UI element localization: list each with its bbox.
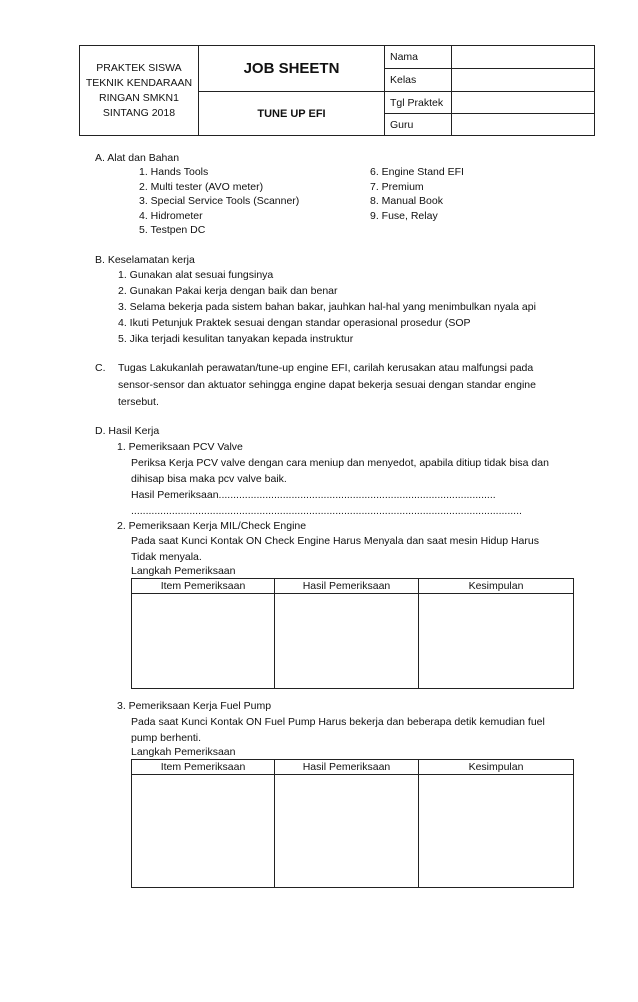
check-line: Pada saat Kunci Kontak ON Check Engine Harus Menyala dan saat mesin Hidup Harus <box>131 535 539 547</box>
table-cell[interactable] <box>132 775 275 888</box>
table-cell[interactable] <box>419 775 574 888</box>
field-label-kelas: Kelas <box>385 69 452 92</box>
school-line: TEKNIK KENDARAAN <box>85 76 193 89</box>
fuel-pump-check-table <box>131 759 574 888</box>
table-header: Item Pemeriksaan <box>132 760 275 775</box>
tool-item: 5. Testpen DC <box>139 224 206 236</box>
table-header: Kesimpulan <box>419 760 574 775</box>
table-cell[interactable] <box>275 775 419 888</box>
section-c-label: C. <box>95 362 106 374</box>
check-line: Langkah Pemeriksaan <box>131 746 236 758</box>
check-line: Langkah Pemeriksaan <box>131 565 236 577</box>
page-subtitle: TUNE UP EFI <box>199 92 385 136</box>
section-a-heading: A. Alat dan Bahan <box>95 152 180 164</box>
tool-item: 6. Engine Stand EFI <box>370 166 464 178</box>
safety-item: 2. Gunakan Pakai kerja dengan baik dan benar <box>118 285 338 297</box>
check-title-mil: 2. Pemeriksaan Kerja MIL/Check Engine <box>117 520 307 532</box>
school-info <box>80 46 199 136</box>
table-header: Kesimpulan <box>419 579 574 594</box>
task-line: Tugas Lakukanlah perawatan/tune-up engine EFI, carilah kerusakan atau malfungsi pada <box>118 362 534 374</box>
field-value-tgl-praktek[interactable] <box>452 92 595 114</box>
check-line: dihisap bisa maka pcv valve baik. <box>131 473 287 485</box>
field-label-guru: Guru <box>385 114 452 136</box>
safety-item: 3. Selama bekerja pada sistem bahan bakar, jauhkan hal-hal yang menimbulkan nyala api <box>118 301 536 313</box>
result-fill-line: ...................................................................................................................................... <box>131 505 522 517</box>
check-title-pcv: 1. Pemeriksaan PCV Valve <box>117 441 243 453</box>
mil-check-table <box>131 578 574 689</box>
field-value-kelas[interactable] <box>452 69 595 92</box>
tool-item: 1. Hands Tools <box>139 166 209 178</box>
section-b-heading: B. Keselamatan kerja <box>95 254 195 266</box>
check-line: Tidak menyala. <box>131 551 202 563</box>
tool-item: 9. Fuse, Relay <box>370 210 438 222</box>
school-line: PRAKTEK SISWA <box>96 61 182 74</box>
table-cell[interactable] <box>275 594 419 689</box>
safety-item: 1. Gunakan alat sesuai fungsinya <box>118 269 274 281</box>
check-line: Pada saat Kunci Kontak ON Fuel Pump Harus bekerja dan beberapa detik kemudian fuel <box>131 716 545 728</box>
tool-item: 8. Manual Book <box>370 195 443 207</box>
safety-item: 4. Ikuti Petunjuk Praktek sesuai dengan standar operasional prosedur (SOP <box>118 317 471 329</box>
tool-item: 4. Hidrometer <box>139 210 203 222</box>
check-title-fuel-pump: 3. Pemeriksaan Kerja Fuel Pump <box>117 700 272 712</box>
field-value-guru[interactable] <box>452 114 595 136</box>
school-line: SINTANG 2018 <box>102 106 176 119</box>
safety-item: 5. Jika terjadi kesulitan tanyakan kepada instruktur <box>118 333 354 345</box>
table-cell[interactable] <box>419 594 574 689</box>
table-header: Hasil Pemeriksaan <box>275 760 419 775</box>
page-title: JOB SHEETN <box>199 46 385 92</box>
table-header: Item Pemeriksaan <box>132 579 275 594</box>
field-label-nama: Nama <box>385 46 452 69</box>
header-table <box>79 45 595 136</box>
tool-item: 2. Multi tester (AVO meter) <box>139 181 264 193</box>
result-fill-line: Hasil Pemeriksaan............................................................................................... <box>131 489 496 501</box>
table-header: Hasil Pemeriksaan <box>275 579 419 594</box>
field-value-nama[interactable] <box>452 46 595 69</box>
school-line: RINGAN SMKN1 <box>99 91 179 104</box>
check-line: Periksa Kerja PCV valve dengan cara meniup dan menyedot, apabila ditiup tidak bisa dan <box>131 457 549 469</box>
section-d-heading: D. Hasil Kerja <box>95 425 160 437</box>
table-cell[interactable] <box>132 594 275 689</box>
tool-item: 3. Special Service Tools (Scanner) <box>139 195 300 207</box>
task-line: tersebut. <box>118 396 159 408</box>
task-line: sensor-sensor dan aktuator sehingga engine dapat bekerja sesuai dengan standar engine <box>118 379 536 391</box>
field-label-tgl-praktek: Tgl Praktek <box>385 92 452 114</box>
tool-item: 7. Premium <box>370 181 424 193</box>
check-line: pump berhenti. <box>131 732 202 744</box>
